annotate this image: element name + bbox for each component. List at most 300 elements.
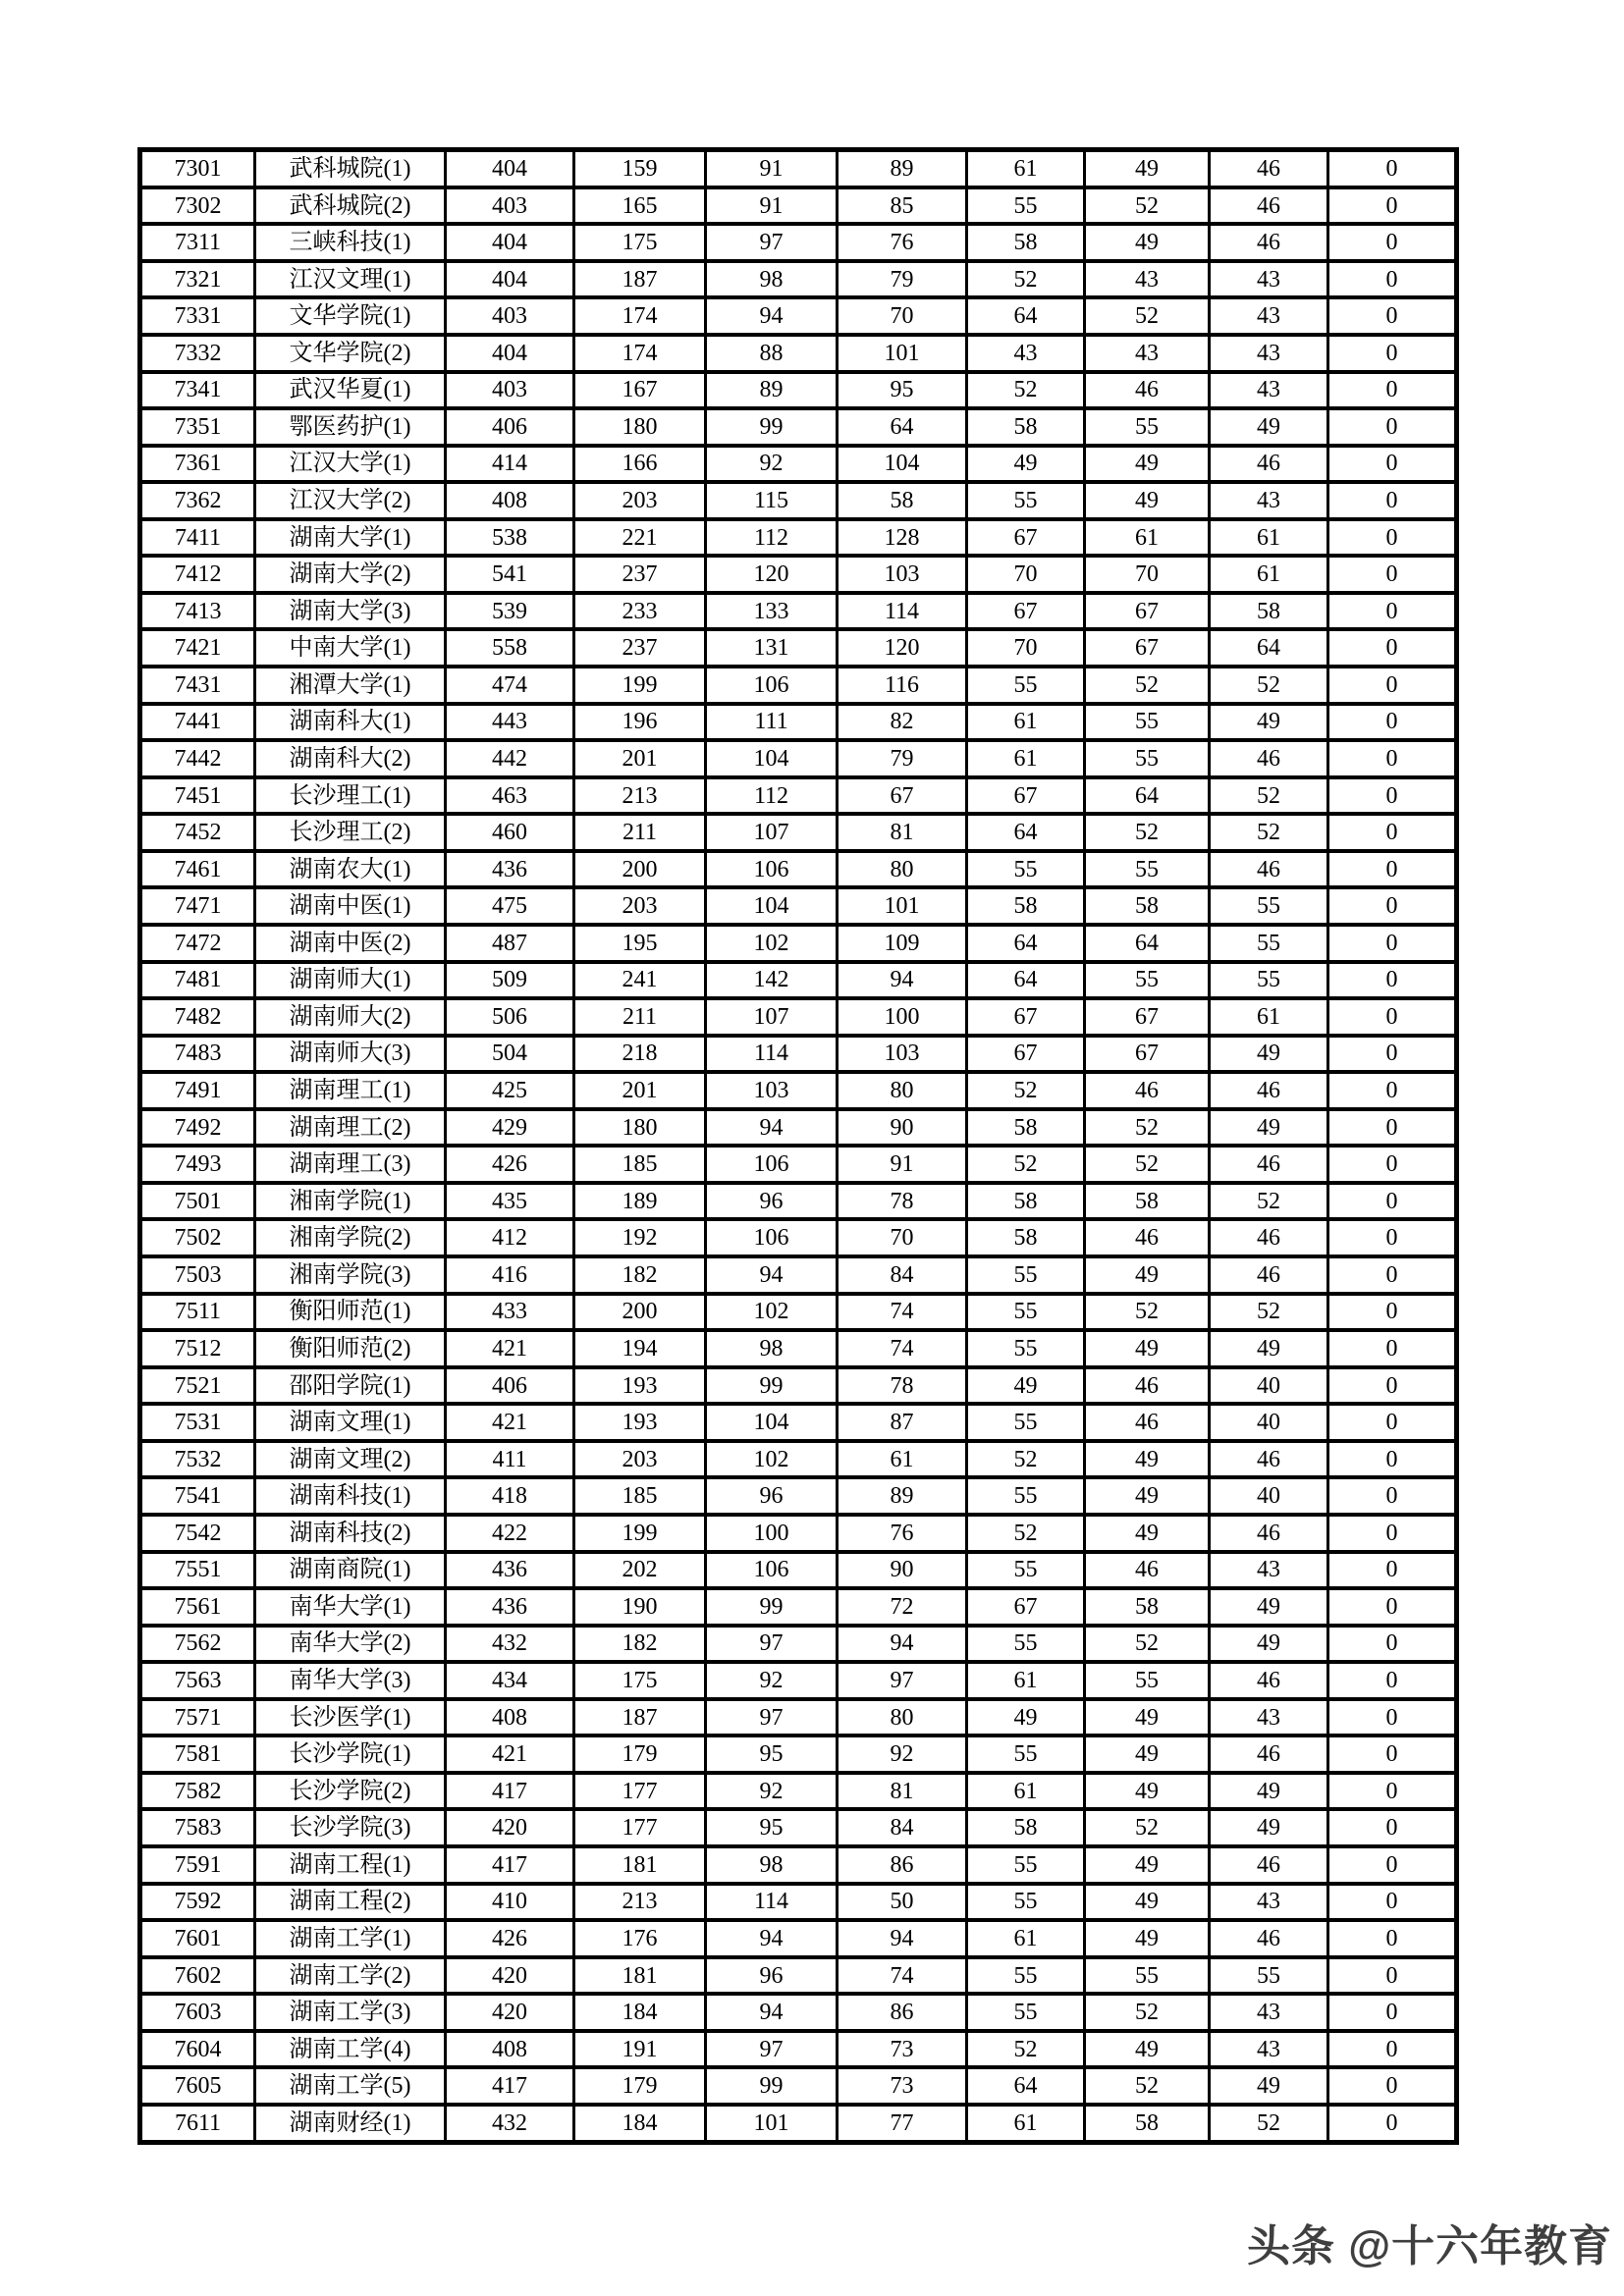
school-name-cell: 湖南大学(1) (255, 519, 446, 557)
score-cell: 114 (706, 1884, 838, 1921)
score-cell: 70 (1085, 556, 1210, 593)
score-cell: 106 (706, 1552, 838, 1589)
score-cell: 233 (574, 593, 706, 630)
score-cell: 509 (446, 962, 574, 999)
score-cell: 200 (574, 1294, 706, 1331)
score-cell: 404 (446, 224, 574, 261)
score-cell: 211 (574, 814, 706, 851)
school-name-cell: 湖南工学(1) (255, 1920, 446, 1957)
score-cell: 61 (967, 150, 1085, 187)
score-cell: 408 (446, 1699, 574, 1736)
score-cell: 86 (838, 1994, 967, 2031)
school-name-cell: 湖南理工(2) (255, 1109, 446, 1147)
score-table (137, 147, 1459, 2145)
score-cell: 46 (1210, 1515, 1328, 1552)
score-cell: 58 (967, 887, 1085, 925)
score-cell: 84 (838, 1809, 967, 1846)
table-row (140, 1072, 1457, 1109)
score-cell: 58 (838, 482, 967, 519)
score-cell: 67 (967, 519, 1085, 557)
score-cell: 52 (1085, 1809, 1210, 1846)
score-cell: 55 (967, 1477, 1085, 1515)
table-row (140, 887, 1457, 925)
school-name-cell: 鄂医药护(1) (255, 408, 446, 446)
score-cell: 58 (1210, 593, 1328, 630)
score-cell: 180 (574, 1109, 706, 1147)
score-cell: 128 (838, 519, 967, 557)
score-cell: 55 (967, 1330, 1085, 1367)
score-cell: 106 (706, 667, 838, 704)
table-row (140, 1920, 1457, 1957)
score-cell: 43 (1210, 1699, 1328, 1736)
score-cell: 70 (838, 1219, 967, 1256)
school-name-cell: 湖南大学(2) (255, 556, 446, 593)
score-cell: 176 (574, 1920, 706, 1957)
score-cell: 49 (1210, 1036, 1328, 1073)
score-cell: 58 (1085, 1183, 1210, 1220)
school-name-cell: 湖南师大(2) (255, 998, 446, 1036)
score-cell: 0 (1328, 1036, 1457, 1073)
score-cell: 43 (1210, 1552, 1328, 1589)
table-row (140, 1330, 1457, 1367)
score-cell: 61 (967, 704, 1085, 741)
score-table-body (140, 150, 1457, 2143)
score-cell: 417 (446, 2067, 574, 2105)
score-cell: 94 (838, 962, 967, 999)
score-cell: 67 (967, 1588, 1085, 1626)
score-cell: 61 (838, 1441, 967, 1478)
score-cell: 421 (446, 1735, 574, 1773)
score-cell: 49 (1085, 1330, 1210, 1367)
score-cell: 0 (1328, 335, 1457, 372)
table-row (140, 556, 1457, 593)
school-name-cell: 南华大学(1) (255, 1588, 446, 1626)
score-cell: 46 (1085, 1219, 1210, 1256)
school-name-cell: 湖南工程(2) (255, 1884, 446, 1921)
school-name-cell: 湖南师大(3) (255, 1036, 446, 1073)
score-cell: 49 (1210, 408, 1328, 446)
score-cell: 67 (967, 998, 1085, 1036)
score-cell: 114 (706, 1036, 838, 1073)
score-cell: 40 (1210, 1404, 1328, 1441)
score-cell: 189 (574, 1183, 706, 1220)
score-cell: 193 (574, 1367, 706, 1405)
score-cell: 101 (838, 335, 967, 372)
school-name-cell: 江汉文理(1) (255, 261, 446, 298)
score-cell: 58 (967, 1809, 1085, 1846)
score-cell: 67 (967, 593, 1085, 630)
score-cell: 460 (446, 814, 574, 851)
score-cell: 74 (838, 1330, 967, 1367)
score-cell: 52 (1085, 297, 1210, 335)
score-cell: 84 (838, 1256, 967, 1294)
code-cell: 7532 (140, 1441, 255, 1478)
score-cell: 179 (574, 1735, 706, 1773)
score-cell: 0 (1328, 814, 1457, 851)
score-cell: 211 (574, 998, 706, 1036)
score-cell: 91 (706, 187, 838, 225)
score-cell: 539 (446, 593, 574, 630)
score-cell: 133 (706, 593, 838, 630)
score-cell: 90 (838, 1552, 967, 1589)
code-cell: 7502 (140, 1219, 255, 1256)
score-cell: 131 (706, 629, 838, 667)
score-cell: 94 (706, 1994, 838, 2031)
table-row (140, 1294, 1457, 1331)
score-cell: 107 (706, 814, 838, 851)
score-cell: 96 (706, 1957, 838, 1995)
table-row (140, 1552, 1457, 1589)
score-cell: 43 (1210, 297, 1328, 335)
table-row (140, 629, 1457, 667)
score-cell: 107 (706, 998, 838, 1036)
score-cell: 0 (1328, 150, 1457, 187)
score-cell: 58 (967, 224, 1085, 261)
score-cell: 190 (574, 1588, 706, 1626)
score-cell: 81 (838, 1773, 967, 1810)
score-cell: 73 (838, 2031, 967, 2068)
score-cell: 52 (1210, 777, 1328, 815)
score-cell: 94 (706, 297, 838, 335)
code-cell: 7542 (140, 1515, 255, 1552)
score-cell: 406 (446, 408, 574, 446)
score-cell: 417 (446, 1773, 574, 1810)
score-cell: 408 (446, 2031, 574, 2068)
score-cell: 55 (967, 1846, 1085, 1884)
score-cell: 61 (967, 1662, 1085, 1699)
score-cell: 558 (446, 629, 574, 667)
score-cell: 55 (967, 482, 1085, 519)
score-cell: 101 (706, 2105, 838, 2143)
score-cell: 61 (967, 1920, 1085, 1957)
code-cell: 7602 (140, 1957, 255, 1995)
score-cell: 61 (1210, 998, 1328, 1036)
score-cell: 46 (1085, 1072, 1210, 1109)
code-cell: 7311 (140, 224, 255, 261)
score-cell: 0 (1328, 556, 1457, 593)
code-cell: 7521 (140, 1367, 255, 1405)
code-cell: 7471 (140, 887, 255, 925)
score-cell: 436 (446, 851, 574, 888)
code-cell: 7411 (140, 519, 255, 557)
table-row (140, 1183, 1457, 1220)
score-cell: 46 (1210, 150, 1328, 187)
score-cell: 43 (1210, 1884, 1328, 1921)
score-cell: 0 (1328, 1294, 1457, 1331)
score-cell: 46 (1210, 1662, 1328, 1699)
score-cell: 67 (1085, 593, 1210, 630)
score-cell: 76 (838, 1515, 967, 1552)
score-cell: 410 (446, 1884, 574, 1921)
code-cell: 7321 (140, 261, 255, 298)
score-cell: 103 (838, 1036, 967, 1073)
table-row (140, 1219, 1457, 1256)
score-cell: 61 (967, 2105, 1085, 2143)
score-cell: 91 (838, 1146, 967, 1183)
table-row (140, 777, 1457, 815)
code-cell: 7302 (140, 187, 255, 225)
score-cell: 408 (446, 482, 574, 519)
score-cell: 0 (1328, 1367, 1457, 1405)
score-cell: 49 (967, 1699, 1085, 1736)
score-cell: 95 (706, 1809, 838, 1846)
score-cell: 436 (446, 1588, 574, 1626)
score-cell: 103 (838, 556, 967, 593)
score-cell: 49 (1085, 1477, 1210, 1515)
score-cell: 85 (838, 187, 967, 225)
score-cell: 40 (1210, 1367, 1328, 1405)
score-cell: 104 (706, 887, 838, 925)
score-cell: 114 (838, 593, 967, 630)
table-row (140, 851, 1457, 888)
score-cell: 420 (446, 1994, 574, 2031)
score-cell: 46 (1085, 372, 1210, 409)
score-cell: 421 (446, 1330, 574, 1367)
score-cell: 92 (838, 1735, 967, 1773)
score-cell: 432 (446, 2105, 574, 2143)
school-name-cell: 湖南文理(1) (255, 1404, 446, 1441)
score-cell: 475 (446, 887, 574, 925)
score-cell: 404 (446, 150, 574, 187)
score-cell: 89 (838, 1477, 967, 1515)
code-cell: 7603 (140, 1994, 255, 2031)
score-cell: 112 (706, 777, 838, 815)
score-cell: 0 (1328, 2105, 1457, 2143)
school-name-cell: 湖南科大(2) (255, 740, 446, 777)
score-cell: 120 (838, 629, 967, 667)
score-cell: 46 (1085, 1404, 1210, 1441)
score-cell: 182 (574, 1256, 706, 1294)
score-cell: 0 (1328, 1957, 1457, 1995)
score-cell: 43 (1085, 335, 1210, 372)
table-row (140, 1146, 1457, 1183)
score-cell: 49 (1210, 704, 1328, 741)
score-cell: 403 (446, 297, 574, 335)
school-name-cell: 邵阳学院(1) (255, 1367, 446, 1405)
score-cell: 61 (1210, 519, 1328, 557)
score-cell: 77 (838, 2105, 967, 2143)
score-cell: 418 (446, 1477, 574, 1515)
score-cell: 80 (838, 1072, 967, 1109)
score-cell: 202 (574, 1552, 706, 1589)
score-cell: 97 (706, 1626, 838, 1663)
table-row (140, 1441, 1457, 1478)
table-row (140, 482, 1457, 519)
score-cell: 49 (1085, 1699, 1210, 1736)
score-cell: 43 (1210, 482, 1328, 519)
score-cell: 49 (1210, 1773, 1328, 1810)
score-cell: 203 (574, 887, 706, 925)
score-cell: 50 (838, 1884, 967, 1921)
score-cell: 55 (1210, 1957, 1328, 1995)
score-cell: 67 (1085, 629, 1210, 667)
score-cell: 97 (838, 1662, 967, 1699)
score-cell: 52 (1085, 1994, 1210, 2031)
code-cell: 7503 (140, 1256, 255, 1294)
school-name-cell: 文华学院(1) (255, 297, 446, 335)
score-cell: 55 (1085, 1957, 1210, 1995)
score-cell: 49 (1085, 1846, 1210, 1884)
score-cell: 49 (1085, 446, 1210, 483)
school-name-cell: 湖南工学(3) (255, 1994, 446, 2031)
score-cell: 103 (706, 1072, 838, 1109)
score-cell: 49 (1210, 1809, 1328, 1846)
table-row (140, 740, 1457, 777)
table-row (140, 1957, 1457, 1995)
school-name-cell: 湖南文理(2) (255, 1441, 446, 1478)
code-cell: 7332 (140, 335, 255, 372)
score-cell: 0 (1328, 1219, 1457, 1256)
score-cell: 417 (446, 1846, 574, 1884)
score-cell: 0 (1328, 629, 1457, 667)
score-cell: 433 (446, 1294, 574, 1331)
score-cell: 506 (446, 998, 574, 1036)
score-cell: 443 (446, 704, 574, 741)
code-cell: 7512 (140, 1330, 255, 1367)
score-cell: 82 (838, 704, 967, 741)
score-cell: 0 (1328, 1735, 1457, 1773)
table-row (140, 1994, 1457, 2031)
score-cell: 196 (574, 704, 706, 741)
score-cell: 58 (967, 408, 1085, 446)
score-cell: 0 (1328, 372, 1457, 409)
table-row (140, 1256, 1457, 1294)
score-cell: 52 (1085, 814, 1210, 851)
score-cell: 0 (1328, 1846, 1457, 1884)
code-cell: 7583 (140, 1809, 255, 1846)
score-cell: 174 (574, 335, 706, 372)
school-name-cell: 南华大学(3) (255, 1662, 446, 1699)
score-cell: 49 (967, 1367, 1085, 1405)
code-cell: 7501 (140, 1183, 255, 1220)
score-cell: 0 (1328, 408, 1457, 446)
score-cell: 76 (838, 224, 967, 261)
code-cell: 7541 (140, 1477, 255, 1515)
score-cell: 96 (706, 1477, 838, 1515)
score-cell: 416 (446, 1256, 574, 1294)
school-name-cell: 江汉大学(1) (255, 446, 446, 483)
score-cell: 46 (1210, 1256, 1328, 1294)
school-name-cell: 武科城院(1) (255, 150, 446, 187)
score-cell: 0 (1328, 1515, 1457, 1552)
score-cell: 58 (967, 1183, 1085, 1220)
score-cell: 185 (574, 1146, 706, 1183)
score-cell: 99 (706, 408, 838, 446)
score-cell: 203 (574, 482, 706, 519)
table-row (140, 446, 1457, 483)
score-cell: 165 (574, 187, 706, 225)
score-cell: 404 (446, 335, 574, 372)
score-cell: 100 (706, 1515, 838, 1552)
score-cell: 52 (1210, 1183, 1328, 1220)
score-cell: 52 (967, 372, 1085, 409)
score-cell: 0 (1328, 593, 1457, 630)
score-cell: 58 (967, 1109, 1085, 1147)
score-cell: 49 (1085, 2031, 1210, 2068)
score-cell: 49 (1210, 1330, 1328, 1367)
school-name-cell: 湖南农大(1) (255, 851, 446, 888)
score-cell: 55 (1085, 408, 1210, 446)
score-cell: 46 (1210, 851, 1328, 888)
score-cell: 64 (967, 962, 1085, 999)
score-cell: 0 (1328, 962, 1457, 999)
school-name-cell: 湖南工程(1) (255, 1846, 446, 1884)
score-cell: 541 (446, 556, 574, 593)
score-cell: 96 (706, 1183, 838, 1220)
score-cell: 106 (706, 851, 838, 888)
score-cell: 0 (1328, 740, 1457, 777)
table-row (140, 1477, 1457, 1515)
school-name-cell: 湖南中医(1) (255, 887, 446, 925)
score-cell: 0 (1328, 1441, 1457, 1478)
score-cell: 474 (446, 667, 574, 704)
table-row (140, 1809, 1457, 1846)
table-row (140, 1588, 1457, 1626)
table-row (140, 962, 1457, 999)
score-cell: 67 (967, 1036, 1085, 1073)
code-cell: 7491 (140, 1072, 255, 1109)
score-cell: 426 (446, 1920, 574, 1957)
score-cell: 97 (706, 2031, 838, 2068)
score-cell: 88 (706, 335, 838, 372)
school-name-cell: 衡阳师范(2) (255, 1330, 446, 1367)
table-row (140, 667, 1457, 704)
code-cell: 7531 (140, 1404, 255, 1441)
score-cell: 92 (706, 446, 838, 483)
score-cell: 61 (1085, 519, 1210, 557)
score-cell: 487 (446, 925, 574, 962)
score-cell: 43 (967, 335, 1085, 372)
school-name-cell: 湖南商院(1) (255, 1552, 446, 1589)
table-row (140, 150, 1457, 187)
table-row (140, 1036, 1457, 1073)
score-cell: 55 (967, 1735, 1085, 1773)
school-name-cell: 湘南学院(2) (255, 1219, 446, 1256)
score-cell: 49 (1085, 1920, 1210, 1957)
code-cell: 7341 (140, 372, 255, 409)
score-cell: 92 (706, 1773, 838, 1810)
score-cell: 414 (446, 446, 574, 483)
score-cell: 0 (1328, 704, 1457, 741)
score-cell: 192 (574, 1219, 706, 1256)
school-name-cell: 三峡科技(1) (255, 224, 446, 261)
score-cell: 46 (1210, 1072, 1328, 1109)
table-row (140, 1884, 1457, 1921)
score-cell: 538 (446, 519, 574, 557)
score-cell: 43 (1210, 2031, 1328, 2068)
table-row (140, 519, 1457, 557)
table-row (140, 1626, 1457, 1663)
score-cell: 174 (574, 297, 706, 335)
score-cell: 436 (446, 1552, 574, 1589)
score-cell: 49 (1085, 482, 1210, 519)
score-cell: 52 (1085, 1146, 1210, 1183)
score-cell: 99 (706, 1367, 838, 1405)
score-cell: 46 (1085, 1552, 1210, 1589)
score-cell: 106 (706, 1219, 838, 1256)
score-cell: 52 (967, 261, 1085, 298)
score-cell: 0 (1328, 998, 1457, 1036)
code-cell: 7562 (140, 1626, 255, 1663)
table-row (140, 2105, 1457, 2143)
code-cell: 7563 (140, 1662, 255, 1699)
school-name-cell: 湖南工学(2) (255, 1957, 446, 1995)
table-row (140, 925, 1457, 962)
table-row (140, 593, 1457, 630)
table-row (140, 2067, 1457, 2105)
score-cell: 241 (574, 962, 706, 999)
score-cell: 0 (1328, 1699, 1457, 1736)
